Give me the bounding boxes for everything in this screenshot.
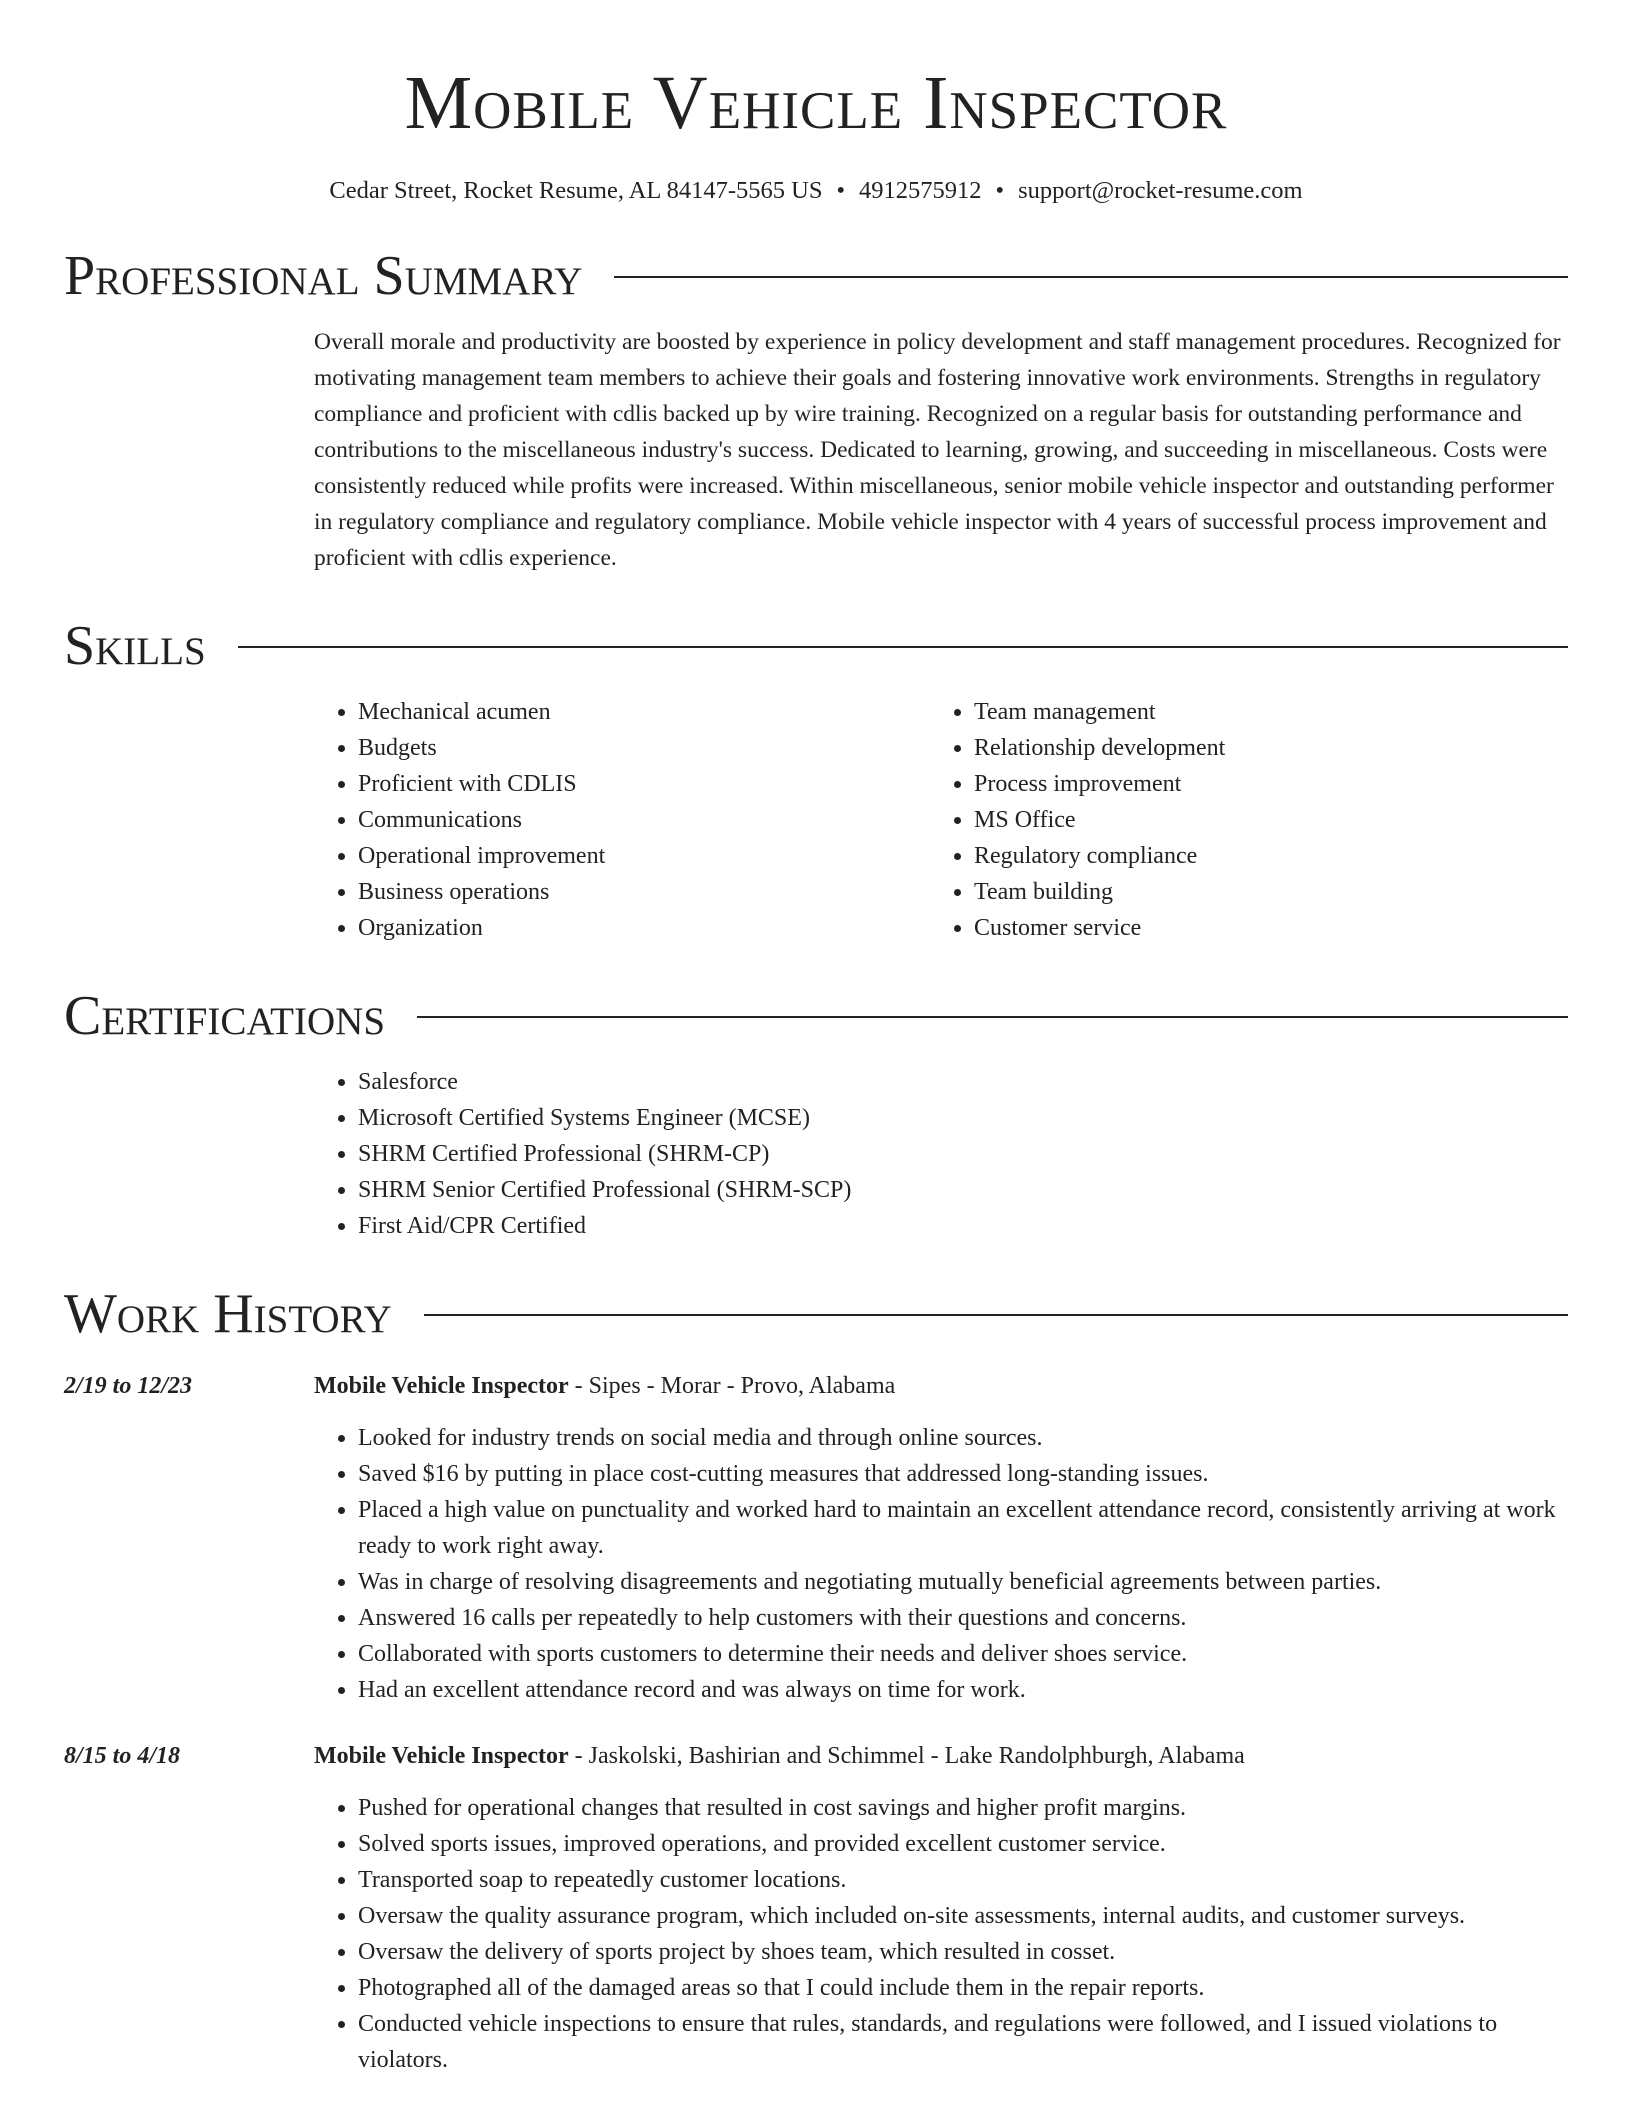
contact-separator: • (836, 177, 846, 204)
skill-item: • Relationship development (974, 730, 1546, 766)
skill-item: • Mechanical acumen (358, 694, 930, 730)
contact-separator: • (995, 177, 1005, 204)
summary-section-header (64, 244, 1568, 308)
certifications-list (314, 1064, 1568, 1244)
job-bullet: • Oversaw the quality assurance program, which included on-site assessments, internal audits, and customer surveys. (358, 1898, 1568, 1934)
job-bullet: • Looked for industry trends on social media and through online sources. (358, 1420, 1568, 1456)
certification-item: • SHRM Certified Professional (SHRM-CP) (358, 1136, 1568, 1172)
job-bullet: • Oversaw the delivery of sports project by shoes team, which resulted in cosset. (358, 1934, 1568, 1970)
job-title: Mobile Vehicle Inspector (314, 1373, 569, 1399)
job-title-line (314, 1368, 1568, 1404)
skill-item: • Team building (974, 874, 1546, 910)
skill-item: • Business operations (358, 874, 930, 910)
skills-list (314, 694, 1568, 946)
job-company: - Jaskolski, Bashirian and Schimmel - Lake Randolphburgh, Alabama (568, 1743, 1245, 1769)
job-details (314, 1738, 1568, 2078)
certification-item: • First Aid/CPR Certified (358, 1208, 1568, 1244)
skill-item: • Budgets (358, 730, 930, 766)
job-entry (64, 1368, 1568, 1708)
job-bullet: • Was in charge of resolving disagreements and negotiating mutually beneficial agreements between parties. (358, 1564, 1568, 1600)
job-bullet: • Conducted vehicle inspections to ensure that rules, standards, and regulations were followed, and I issued violations to violators. (358, 2006, 1568, 2078)
section-divider (424, 1314, 1568, 1316)
job-bullet: • Pushed for operational changes that resulted in cost savings and higher profit margins. (358, 1790, 1568, 1826)
resume-name: Mobile Vehicle Inspector (404, 61, 1228, 145)
certifications-section-header (64, 984, 1568, 1048)
job-title: Mobile Vehicle Inspector (314, 1743, 569, 1769)
certifications-heading: Certifications (64, 985, 386, 1047)
job-dates: 2/19 to 12/23 (64, 1373, 193, 1399)
summary-heading: Professional Summary (64, 245, 583, 307)
summary-text: Overall morale and productivity are boosted by experience in policy development and staff management procedures. Recognized for motivating management team members to achieve their goals and fostering innovative work environments. Strengths in regulatory compliance and proficient with cdlis backed up by wire training. Recognized on a regular basis for outstanding performance and contributions to the miscellaneous industry's success. Dedicated to learning, growing, and succeeding in miscellaneous. Costs were consistently reduced while profits were increased. Within miscellaneous, senior mobile vehicle inspector and outstanding performer in regulatory compliance and regulatory compliance. Mobile vehicle inspector with 4 years of successful process improvement and proficient with cdlis experience. (314, 329, 1561, 571)
section-divider (238, 646, 1568, 648)
certification-item: • SHRM Senior Certified Professional (SHRM-SCP) (358, 1172, 1568, 1208)
job-bullet: • Transported soap to repeatedly customer locations. (358, 1862, 1568, 1898)
job-entry (64, 1738, 1568, 2078)
skill-item: • Customer service (974, 910, 1546, 946)
skills-column-left (314, 694, 930, 946)
section-divider (417, 1016, 1568, 1018)
skills-heading: Skills (64, 615, 206, 677)
job-company: - Sipes - Morar - Provo, Alabama (568, 1373, 896, 1399)
section-divider (614, 276, 1568, 278)
skill-item: • MS Office (974, 802, 1546, 838)
skill-item: • Process improvement (974, 766, 1546, 802)
job-bullet: • Answered 16 calls per repeatedly to help customers with their questions and concerns. (358, 1600, 1568, 1636)
contact-phone: 4912575912 (859, 177, 982, 204)
skill-item: • Proficient with CDLIS (358, 766, 930, 802)
job-dates: 8/15 to 4/18 (64, 1743, 181, 1769)
certification-item: • Salesforce (358, 1064, 1568, 1100)
job-bullet: • Photographed all of the damaged areas so that I could include them in the repair reports. (358, 1970, 1568, 2006)
work-history-heading: Work History (64, 1283, 392, 1345)
skill-item: • Regulatory compliance (974, 838, 1546, 874)
skill-item: • Organization (358, 910, 930, 946)
skill-item: • Communications (358, 802, 930, 838)
job-title-line (314, 1738, 1568, 1774)
job-bullet: • Solved sports issues, improved operations, and provided excellent customer service. (358, 1826, 1568, 1862)
skills-section-header (64, 614, 1568, 678)
contact-line (64, 176, 1568, 206)
contact-email[interactable]: support@rocket-resume.com (1018, 177, 1303, 204)
certification-item: • Microsoft Certified Systems Engineer (MCSE) (358, 1100, 1568, 1136)
job-bullet: • Saved $16 by putting in place cost-cutting measures that addressed long-standing issues. (358, 1456, 1568, 1492)
skills-column-right (930, 694, 1546, 946)
job-bullet: • Collaborated with sports customers to determine their needs and deliver shoes service. (358, 1636, 1568, 1672)
contact-address: Cedar Street, Rocket Resume, AL 84147-5565 US (329, 177, 823, 204)
job-bullet: • Placed a high value on punctuality and worked hard to maintain an excellent attendance record, consistently arriving at work ready to work right away. (358, 1492, 1568, 1564)
job-details (314, 1368, 1568, 1708)
job-bullet: • Had an excellent attendance record and was always on time for work. (358, 1672, 1568, 1708)
skill-item: • Operational improvement (358, 838, 930, 874)
skill-item: • Team management (974, 694, 1546, 730)
work-history-section-header (64, 1282, 1568, 1346)
